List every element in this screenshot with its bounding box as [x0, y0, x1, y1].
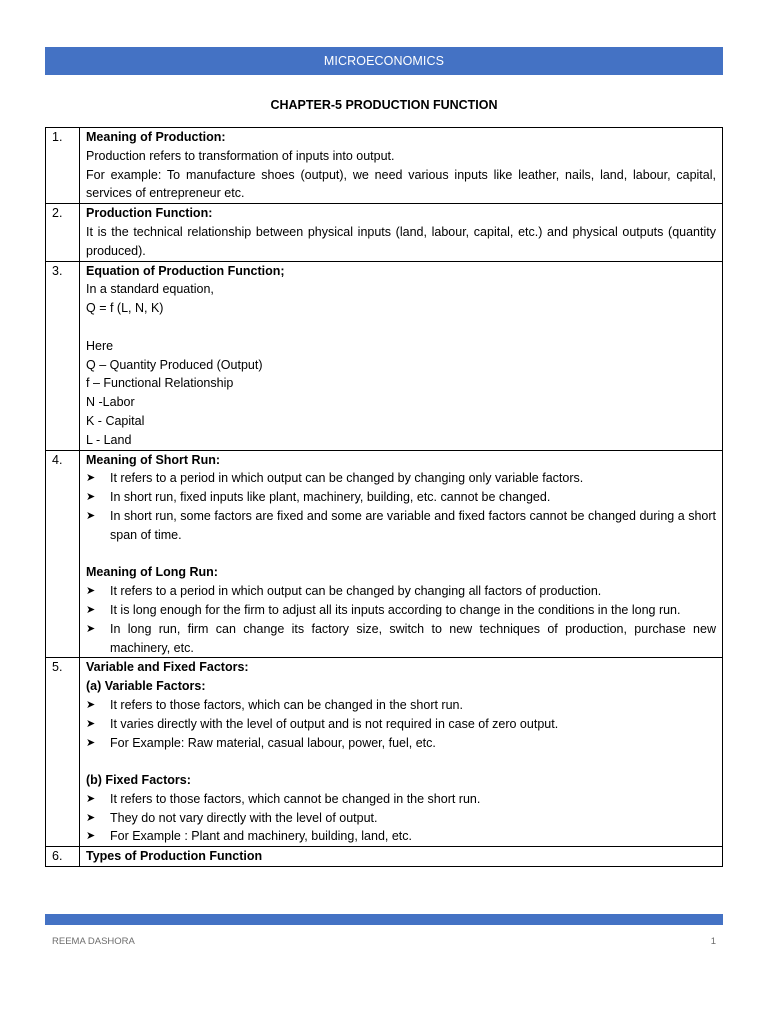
arrow-bullet-icon: ➤: [86, 792, 96, 805]
row-line: N -Labor: [86, 395, 135, 410]
row-line: L - Land: [86, 432, 132, 447]
row-subheading: Meaning of Long Run:: [86, 565, 218, 580]
chapter-title: CHAPTER-5 PRODUCTION FUNCTION: [270, 98, 498, 112]
row-heading: Meaning of Short Run:: [86, 452, 221, 467]
arrow-bullet-icon: ➤: [86, 472, 96, 485]
row-content: [80, 261, 723, 450]
list-item: ➤ It refers to those factors, which can be changed in the short run.: [86, 696, 716, 715]
row-content: [80, 450, 723, 658]
row-number: 6.: [46, 847, 80, 867]
list-item: ➤ It varies directly with the level of output and is not required in case of zero output.: [86, 715, 716, 734]
footer-bar: [45, 914, 723, 925]
list-item: ➤ They do not vary directly with the level of output.: [86, 809, 716, 828]
row-number: 5.: [46, 658, 80, 847]
arrow-bullet-icon: ➤: [86, 830, 96, 843]
bullet-list: [86, 696, 716, 752]
table-row: [46, 847, 723, 867]
header-bar: [45, 47, 723, 75]
list-item: ➤ In short run, some factors are fixed and some are variable and fixed factors cannot be changed during a short span of time.: [86, 508, 716, 542]
row-heading: Meaning of Production:: [86, 130, 226, 144]
arrow-bullet-icon: ➤: [86, 509, 96, 522]
list-item: ➤ In short run, fixed inputs like plant, machinery, building, etc. cannot be changed.: [86, 488, 716, 507]
row-subheading: (a) Variable Factors:: [86, 679, 206, 694]
list-item: ➤ It refers to a period in which output can be changed by changing only variable factors.: [86, 469, 716, 488]
bullet-list: [86, 582, 716, 657]
header-title: MICROECONOMICS: [323, 54, 445, 68]
footer-author: REEMA DASHORA: [52, 936, 135, 947]
arrow-bullet-icon: ➤: [86, 717, 96, 730]
row-line: It is the technical relationship between physical inputs (land, labour, capital, etc.) and physical outputs (quantity produced).: [86, 224, 716, 258]
table-row: [46, 128, 723, 204]
row-heading: Types of Production Function: [86, 849, 263, 864]
row-line: K - Capital: [86, 413, 145, 428]
blank-line: [86, 752, 716, 771]
list-item: ➤ In long run, firm can change its factory size, switch to new techniques of production, purchase new machinery, etc.: [86, 621, 716, 655]
equation: Q = f (L, N, K): [86, 301, 164, 316]
table-row: [46, 261, 723, 450]
arrow-bullet-icon: ➤: [86, 698, 96, 711]
row-heading: Equation of Production Function;: [86, 263, 285, 278]
bullet-list: [86, 469, 716, 544]
row-subheading: (b) Fixed Factors:: [86, 773, 191, 788]
row-content: [80, 847, 723, 867]
arrow-bullet-icon: ➤: [86, 622, 96, 635]
row-number: 1.: [46, 128, 80, 204]
row-number: 3.: [46, 261, 80, 450]
list-item: ➤ For Example: Raw material, casual labour, power, fuel, etc.: [86, 734, 716, 753]
content-table: [45, 127, 723, 867]
list-item: ➤ It is long enough for the firm to adjust all its inputs according to change in the conditions in the long run.: [86, 601, 716, 620]
arrow-bullet-icon: ➤: [86, 811, 96, 824]
row-line: Production refers to transformation of inputs into output.: [86, 148, 395, 163]
row-line: Here: [86, 338, 114, 353]
list-item: ➤ For Example : Plant and machinery, building, land, etc.: [86, 827, 716, 846]
row-content: [80, 204, 723, 261]
table-row: [46, 204, 723, 261]
table-row: [46, 658, 723, 847]
row-number: 2.: [46, 204, 80, 261]
row-line: f – Functional Relationship: [86, 376, 234, 391]
arrow-bullet-icon: ➤: [86, 603, 96, 616]
row-line: In a standard equation,: [86, 282, 214, 297]
table-row: [46, 450, 723, 658]
row-content: [80, 658, 723, 847]
row-line: Q – Quantity Produced (Output): [86, 357, 263, 372]
row-number: 4.: [46, 450, 80, 658]
arrow-bullet-icon: ➤: [86, 585, 96, 598]
row-heading: Variable and Fixed Factors:: [86, 660, 249, 675]
list-item: ➤ It refers to a period in which output can be changed by changing all factors of production.: [86, 582, 716, 601]
row-content: [80, 128, 723, 204]
arrow-bullet-icon: ➤: [86, 736, 96, 749]
blank-line: [86, 545, 716, 564]
row-heading: Production Function:: [86, 206, 213, 221]
blank-line: [86, 318, 716, 337]
row-line: For example: To manufacture shoes (output), we need various inputs like leather, nails, land, labour, capital, services of entrepreneur etc.: [86, 167, 716, 201]
bullet-list: [86, 790, 716, 846]
page-number: 1: [710, 936, 716, 947]
list-item: ➤ It refers to those factors, which cannot be changed in the short run.: [86, 790, 716, 809]
arrow-bullet-icon: ➤: [86, 491, 96, 504]
